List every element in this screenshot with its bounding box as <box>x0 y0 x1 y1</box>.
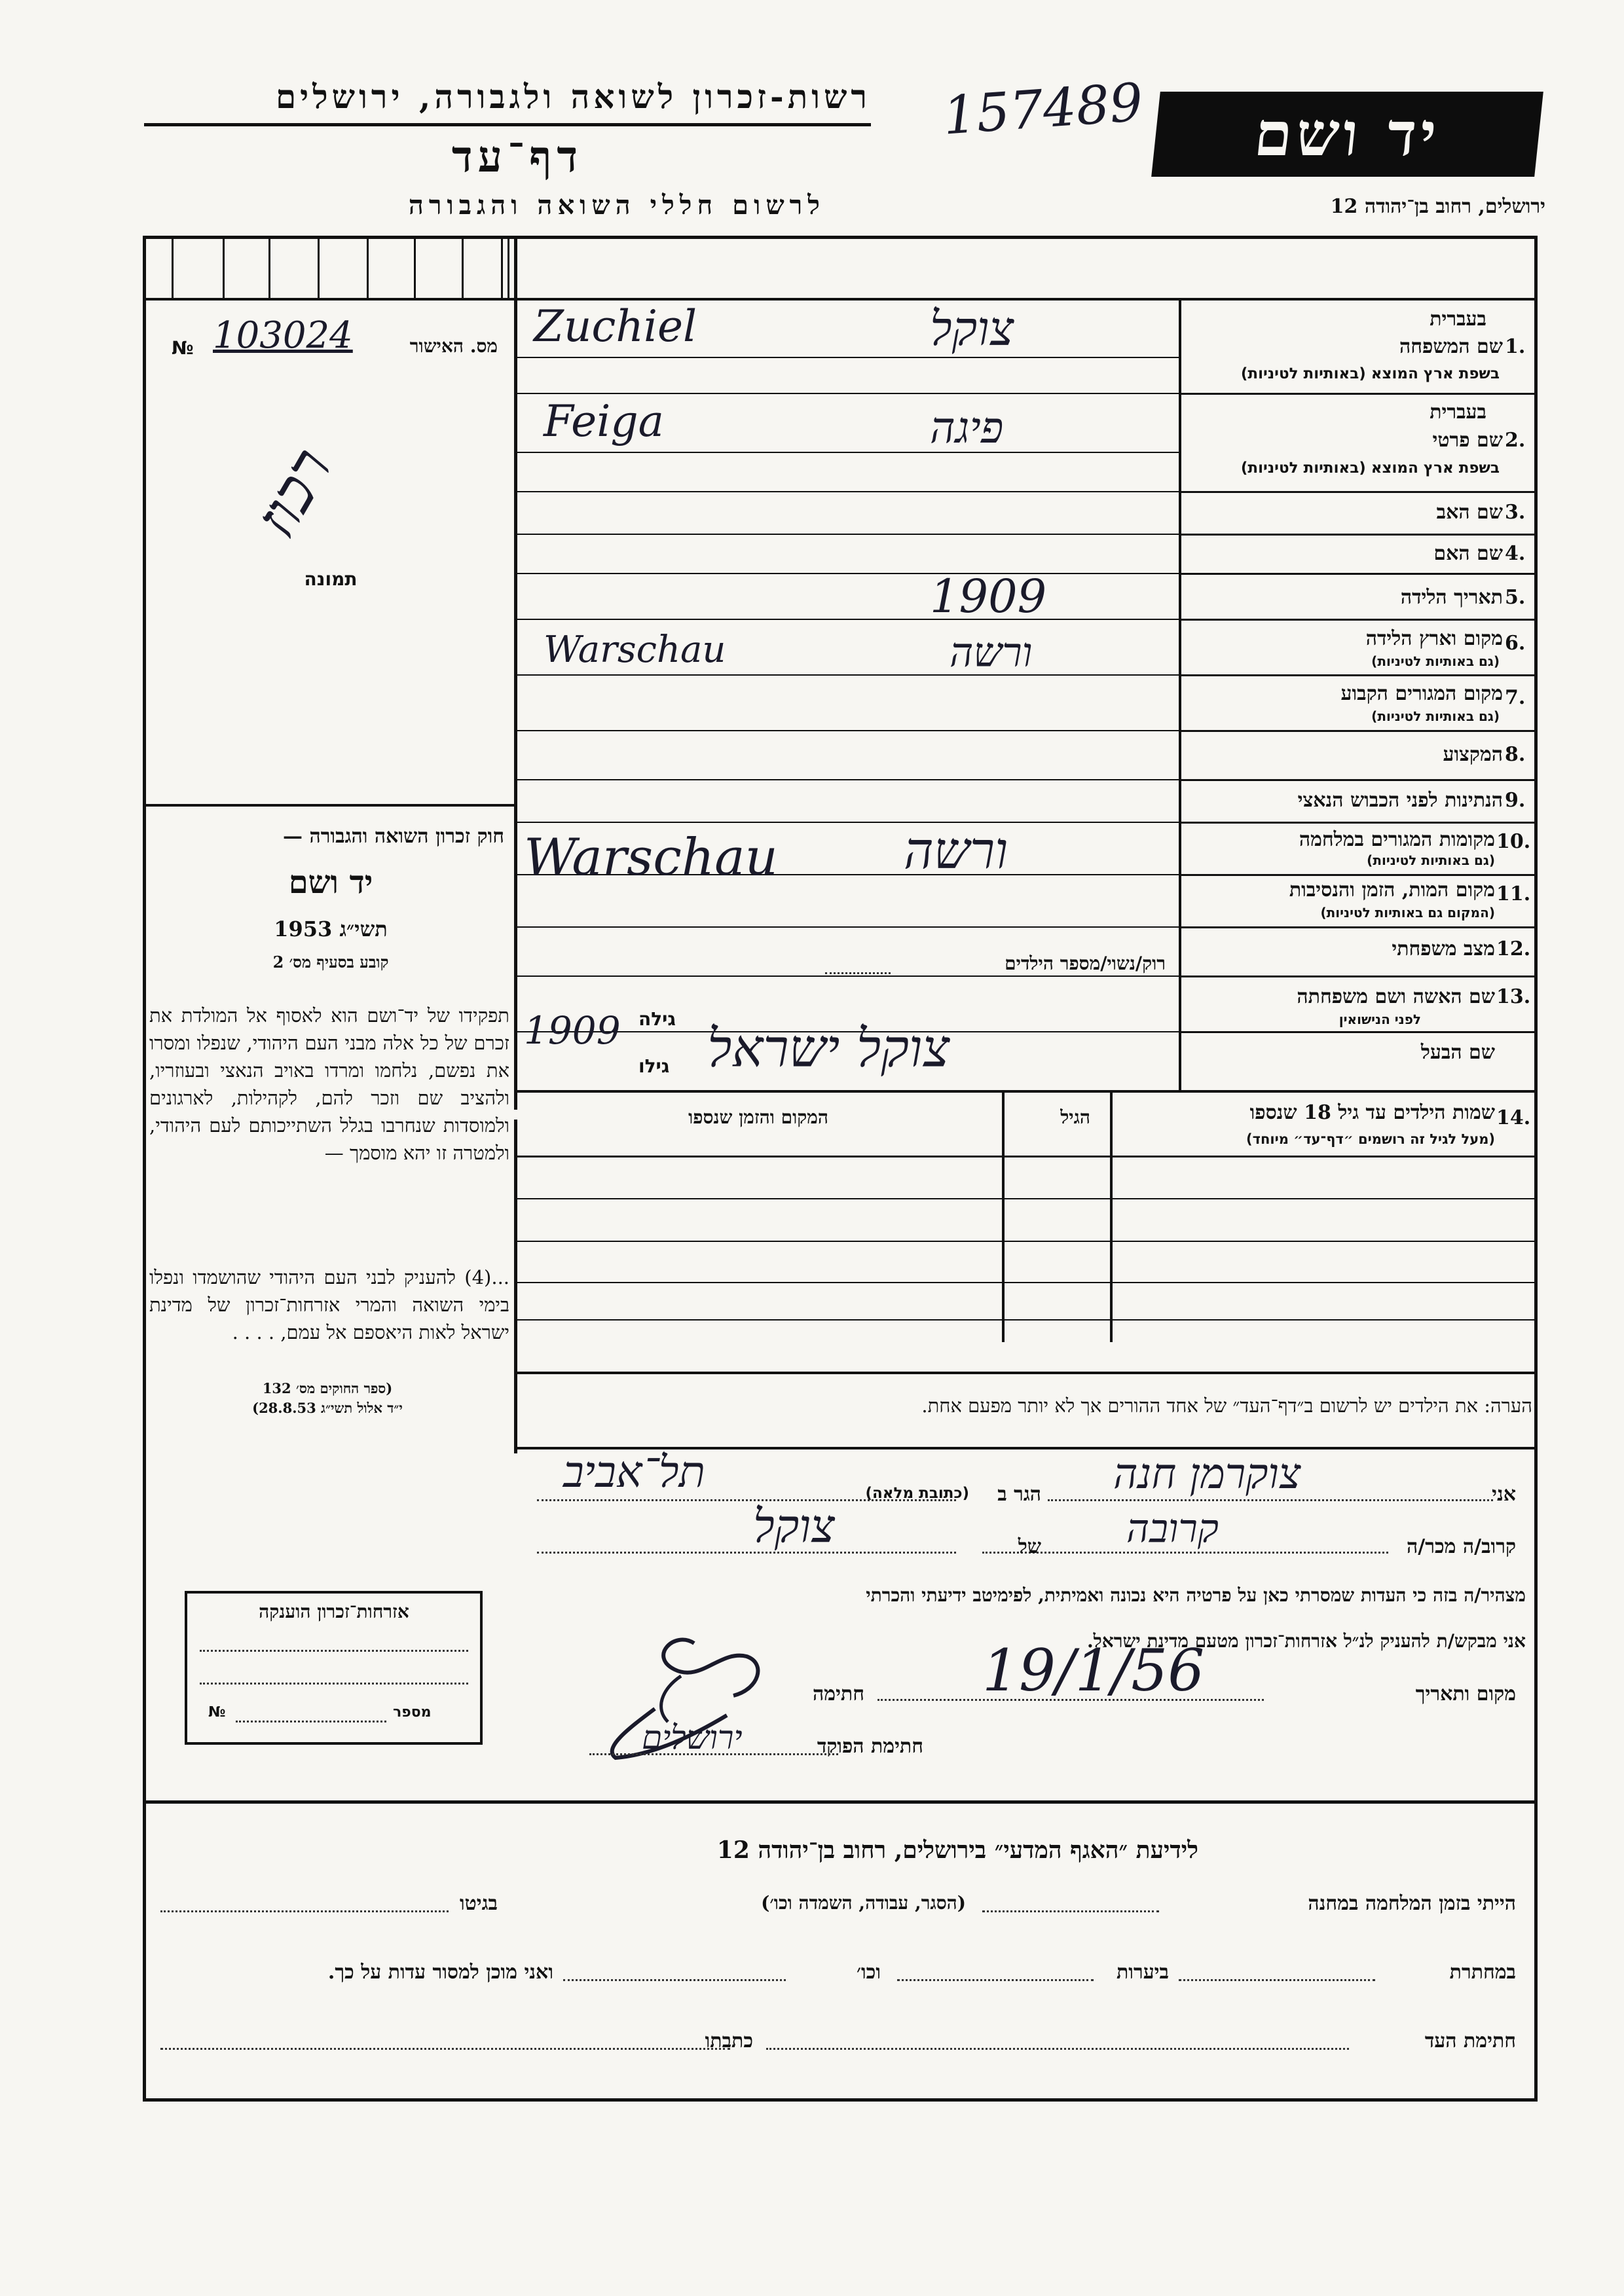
of-value: צוקל <box>753 1499 835 1553</box>
field-13-gila-label: גילה <box>638 1008 676 1030</box>
law-ref-1: (ספר החוקים מס׳ 132 <box>262 1380 393 1396</box>
bottom-line2-c: וכו׳ <box>857 1961 881 1984</box>
field-1-sub: בשפת ארץ המוצא (באותיות לטיניות) <box>1240 365 1500 382</box>
declarant-address: תל־אביב <box>563 1447 705 1497</box>
field-10-value-hebrew: ורשה <box>904 822 1008 881</box>
field-6-label: מקום וארץ הלידה <box>1365 627 1503 650</box>
law-year: תשי״ג 1953 <box>274 917 388 941</box>
lives-label: הגר ב <box>997 1483 1041 1506</box>
field-7-sub: (גם באותיות לטיניות) <box>1371 708 1500 724</box>
husband-value: צוקל ישראל <box>707 1018 950 1079</box>
children-subtitle: (מעל לגיל זה רושמים ״דף־עד״ מיוחד) <box>1246 1131 1495 1147</box>
citizenship-no-sign: № <box>208 1704 226 1721</box>
field-5-value: 1909 <box>930 570 1047 623</box>
address-hint: (כתובת מלאה) <box>865 1485 969 1502</box>
form-subtitle: לרשום חללי השואה והגבורה <box>408 190 825 221</box>
children-col-place: המקום והזמן שנספו <box>688 1106 828 1128</box>
field-8-label: המקצוע <box>1443 743 1503 766</box>
bottom-line1-a: הייתי בזמן המלחמה במחנה <box>1308 1892 1516 1915</box>
field-7-label: מקום המגורים הקבוע <box>1340 682 1503 705</box>
field-11-label: מקום המות, הזמן והנסיבות <box>1289 879 1495 902</box>
handwritten-file-number: 157489 <box>941 71 1145 147</box>
children-col-age: הגיל <box>1060 1106 1090 1128</box>
field-13-number: 13. <box>1496 985 1531 1008</box>
approval-no-sign: № <box>172 337 194 359</box>
field-13-label: שם האשה ושם משפחתה <box>1297 985 1495 1008</box>
field-11-sub: (המקום גם באותיות לטיניות) <box>1320 905 1495 920</box>
husband-age-value: 1909 <box>524 1008 621 1053</box>
field-10-number: 10. <box>1496 830 1531 853</box>
date-value: 19/1/56 <box>982 1637 1205 1704</box>
bottom-line1-c: בגיטו <box>459 1892 498 1915</box>
place-date-label: מקום ותאריך <box>1415 1683 1516 1705</box>
field-6-number: 6. <box>1505 632 1526 655</box>
signature-label: חתימה <box>813 1683 864 1705</box>
yad-vashem-logo <box>1151 92 1543 177</box>
field-9-number: 9. <box>1505 789 1526 812</box>
law-title: חוק זכרון השואה והגבורה — <box>283 825 504 848</box>
authority-line: רשות-זכרון לשואה ולגבורה, ירושלים <box>275 77 871 116</box>
field-1-number: 1. <box>1505 335 1526 358</box>
request-text: אני מבקש/ת להעניק לנ״ל אזרחות־זכרון מטעם מדינת ישראל. <box>1086 1630 1526 1652</box>
field-9-label: הנתינות לפני הכבוש הנאצי <box>1297 789 1503 812</box>
field-2-number: 2. <box>1505 429 1526 452</box>
field-10-value-latin: Warschau <box>524 828 778 887</box>
approval-label: מס. האישור <box>409 335 498 357</box>
field-10-sub: (גם באותיות לטיניות) <box>1367 852 1495 868</box>
declarant-name: צוקרמן חנה <box>1113 1450 1301 1499</box>
children-number: 14. <box>1496 1106 1531 1129</box>
note-text: הערה: את הילדים יש לרשום ב״דף־העד״ של אחד ההורים אך לא יותר מפעם אחת. <box>921 1394 1532 1417</box>
field-7-number: 7. <box>1505 686 1526 709</box>
field-6-sub: (גם באותיות לטיניות) <box>1371 653 1500 669</box>
of-label: של <box>1018 1535 1041 1558</box>
citizenship-box-title: אזרחות־זכרון הוענקה <box>259 1601 409 1622</box>
declare-text: מצהיר/ה בזה כי העדות שמסרתי כאן על פרטיה היא נכונה ואמיתית, לפימיטב ידיעתי והכרתי <box>866 1584 1526 1606</box>
photo-label: תמונה <box>304 568 358 590</box>
field-3-number: 3. <box>1505 501 1526 524</box>
bottom-line3-b: כתבתו <box>705 2030 753 2052</box>
field-12-number: 12. <box>1496 938 1531 960</box>
field-1-value-hebrew: צוקל <box>930 301 1014 356</box>
husband-label: שם הבעל <box>1420 1041 1495 1064</box>
photo-handwritten: רכוז <box>241 437 346 549</box>
field-1-hebrew-tag: בעברית <box>1430 308 1486 331</box>
field-13-sub: לפני הנישואין <box>1338 1011 1421 1027</box>
field-5-number: 5. <box>1505 586 1526 609</box>
citizenship-number-label: מספר <box>393 1704 432 1721</box>
field-2-value-hebrew: פיגה <box>930 403 1004 453</box>
law-ref-2: י״ד אלול תשי״ג 28.8.53) <box>252 1400 403 1416</box>
relation-value: קרובה <box>1126 1506 1219 1552</box>
field-3-label: שם האב <box>1436 501 1503 524</box>
logo-text: יד ושם <box>1251 99 1444 170</box>
field-2-value-latin: Feiga <box>544 396 664 446</box>
declaration-i-label: אני <box>1492 1483 1516 1506</box>
bottom-line2-b: ביערות <box>1116 1961 1169 1984</box>
field-2-sub: בשפת ארץ המוצא (באותיות לטיניות) <box>1240 460 1500 477</box>
field-5-label: תאריך הלידה <box>1400 586 1503 609</box>
officer-label: חתימת הפוקד <box>817 1735 923 1758</box>
field-2-hebrew-tag: בעברית <box>1430 401 1486 424</box>
field-8-number: 8. <box>1505 743 1526 766</box>
law-name: יד ושם <box>288 864 373 901</box>
bottom-line2-d: ואני מוכן למסור עדות על כך. <box>327 1961 553 1984</box>
field-12-inline-label: רוק/נשוי/מספר הילדים <box>1005 953 1166 974</box>
officer-value: ירושלים <box>642 1719 743 1757</box>
law-text-2: ...(4) להעניק לבני העם היהודי שהושמדו ונפלו בימי השואה והמרי אזרחות־זכרון של מדינת ישראל לאות היאספם אל עמם, . . . . <box>149 1266 509 1343</box>
bottom-line2-a: במחתרת <box>1449 1961 1516 1984</box>
children-title: שמות הילדים עד גיל 18 שנספו <box>1249 1101 1495 1124</box>
field-10-label: מקומות המגורים במלחמה <box>1299 828 1495 851</box>
bottom-line3-a: חתימת העד <box>1424 2030 1516 2052</box>
field-6-value-latin: Warschau <box>544 629 726 671</box>
field-11-number: 11. <box>1496 883 1531 905</box>
husband-gilo-label: גילו <box>638 1055 670 1077</box>
relative-label: קרוב/ה מכר/ה <box>1407 1535 1516 1558</box>
approval-number: 103024 <box>213 314 353 357</box>
field-1-value-latin: Zuchiel <box>534 301 697 352</box>
bottom-line1-b: (הסגר, עבודה, השמדה וכו׳) <box>761 1892 966 1914</box>
field-2-label: שם פרטי <box>1432 429 1503 452</box>
bottom-title: לידיעת ״האגף המדעי״ בירושלים, רחוב בן־יהודה 12 <box>716 1836 1198 1864</box>
form-frame <box>143 236 1538 2102</box>
field-4-number: 4. <box>1505 542 1526 565</box>
form-title: דף־עד <box>451 131 583 182</box>
field-1-label: שם המשפחה <box>1399 335 1503 358</box>
law-text-1: תפקידו של יד־ושם הוא לאסוף אל המולדת את זכרם של כל אלה מבני העם היהודי, שנפלו ומסרו את נפשם, נלחמו ומרדו באויב הנאצי ובעוזריו, ולהציב שם וזכר להם, לקהילות, לארגונים ולמוסדות שנחרבו בגלל השתייכותם לעם היהודי, ולמטרה זו יהא מוסמך — <box>149 1004 509 1164</box>
field-12-label: מצב משפחתי <box>1392 938 1495 960</box>
field-6-value-hebrew: ורשה <box>950 629 1033 676</box>
field-4-label: שם האם <box>1433 542 1503 565</box>
law-section: קובע בסעיף מס׳ 2 <box>272 953 389 972</box>
address: ירושלים, רחוב בן־יהודה 12 <box>1330 195 1545 218</box>
